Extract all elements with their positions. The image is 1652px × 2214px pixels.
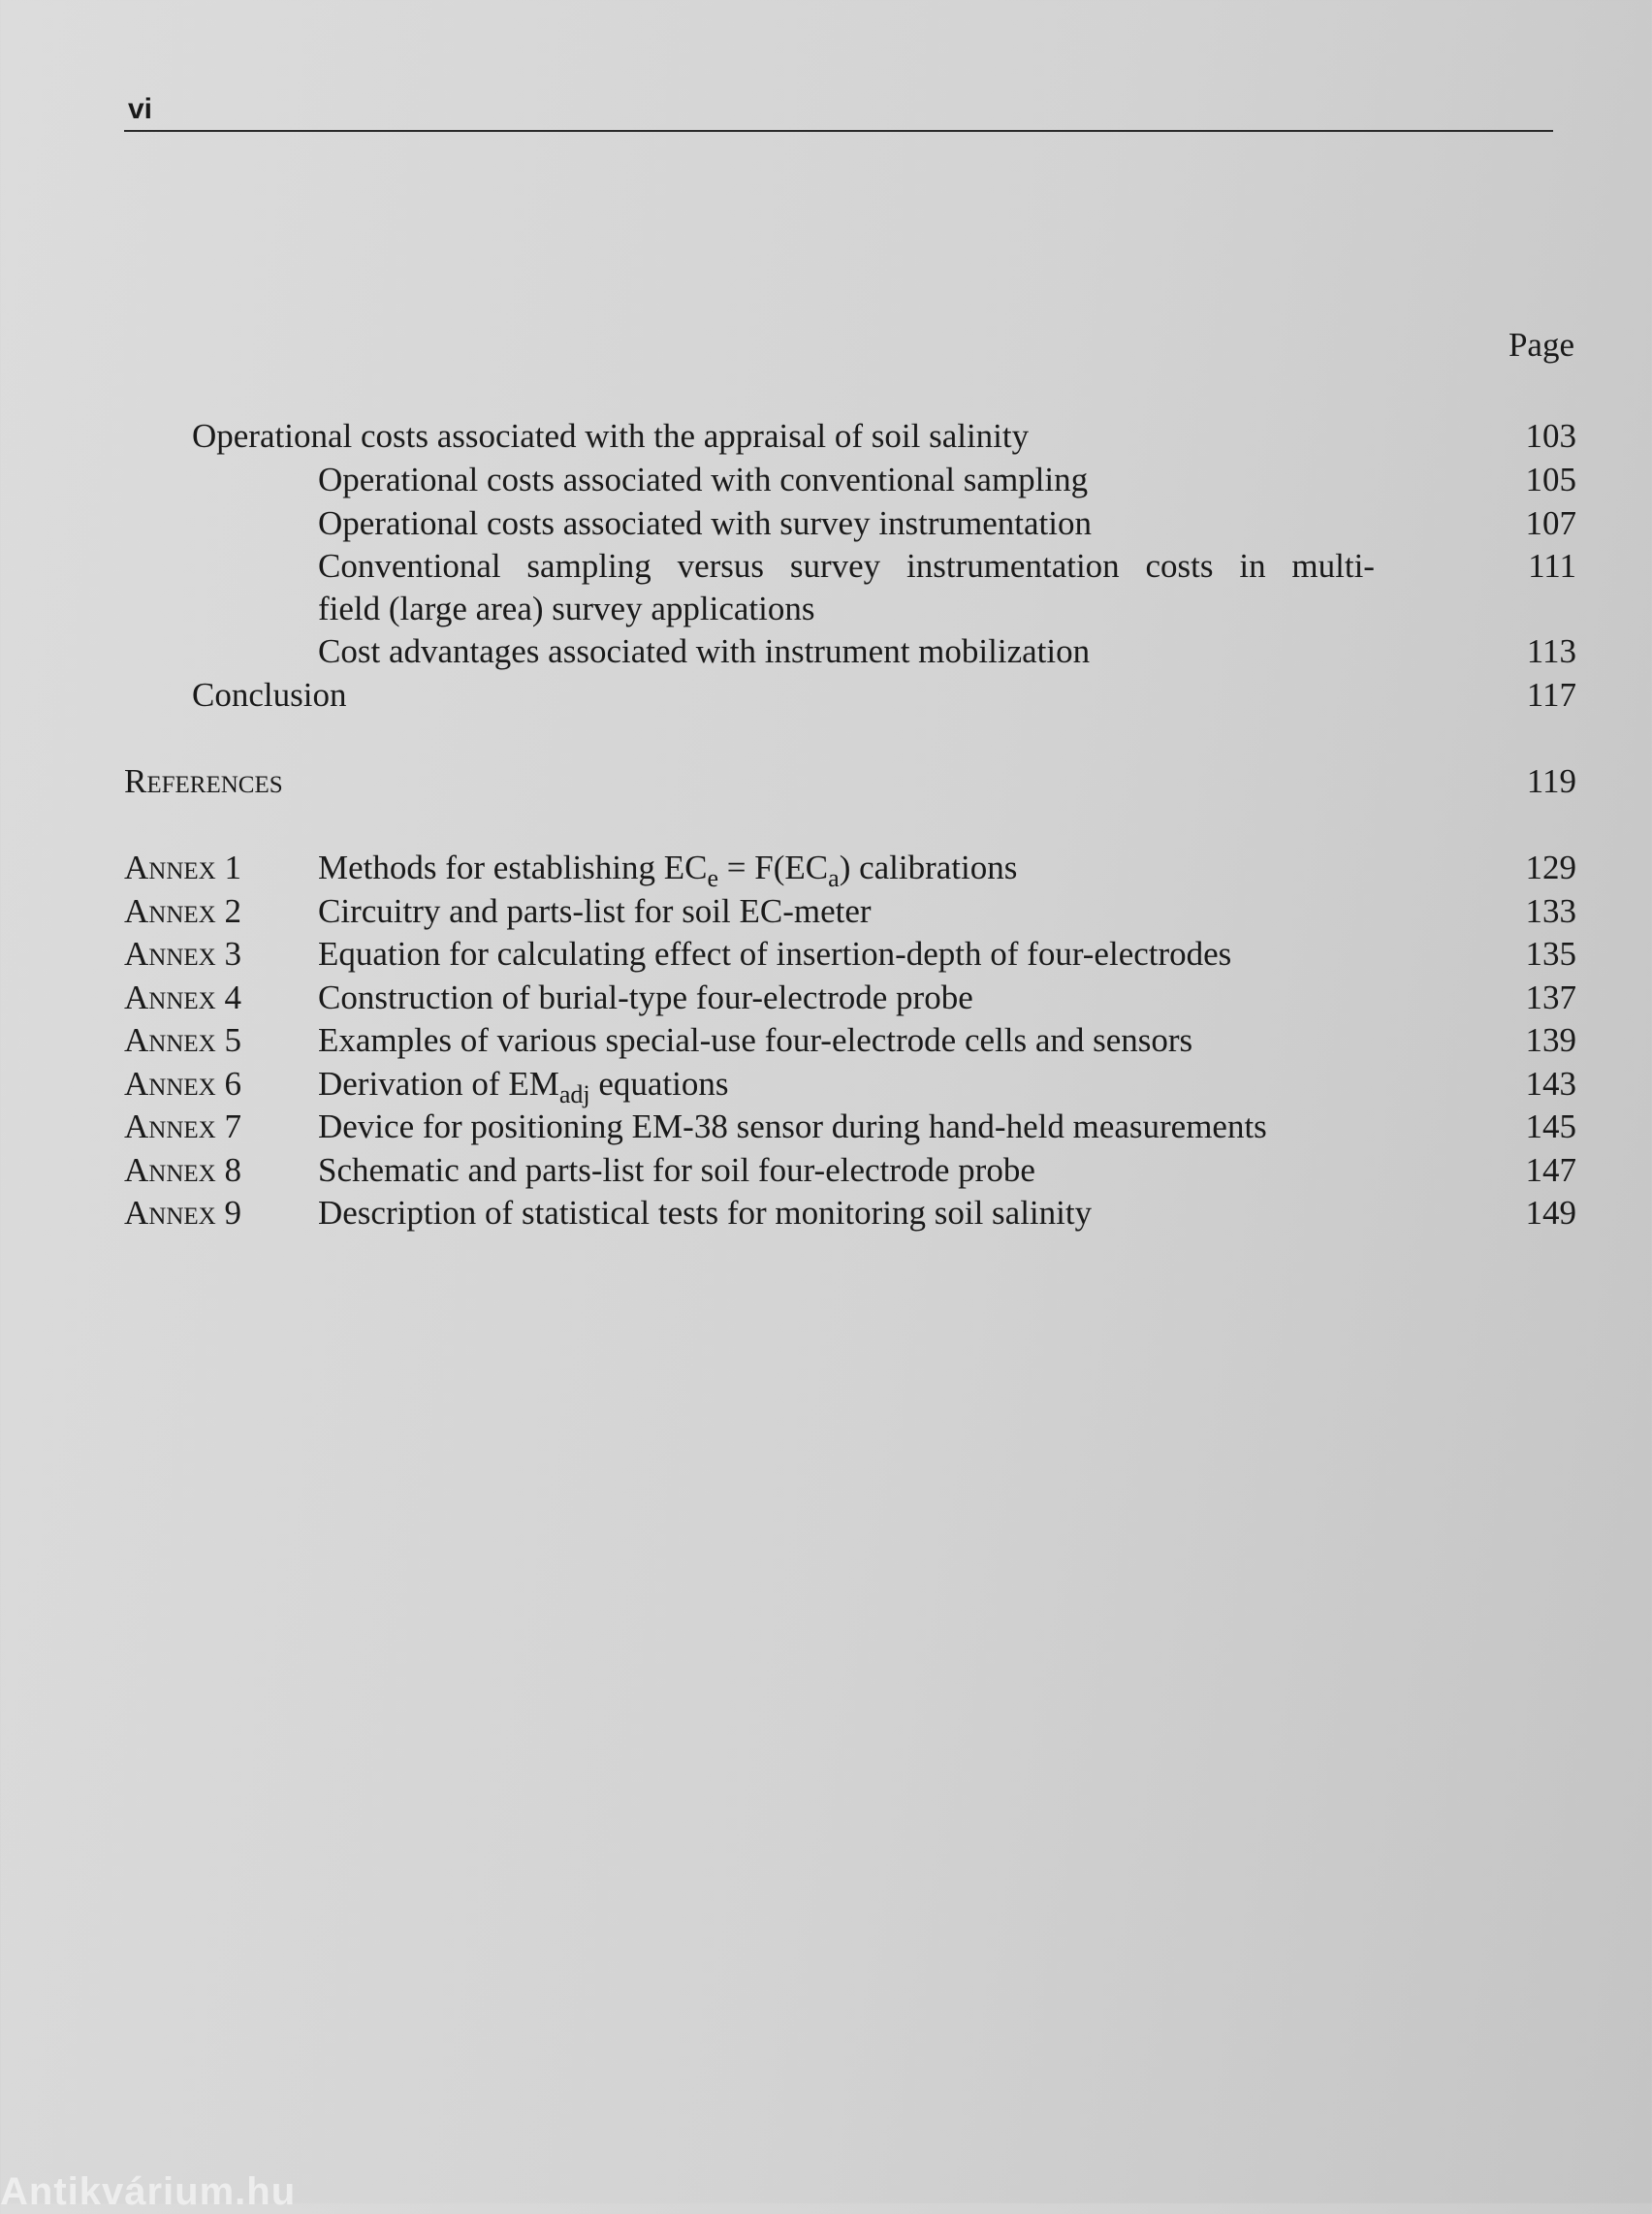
toc-entry-page: 113 [1526,632,1576,670]
annex-row [0,847,1652,891]
annex-id: Annex 5 [124,1021,241,1059]
annex-row [0,890,1652,935]
toc-entry-page: 117 [1526,676,1576,714]
toc-references [0,760,1652,805]
toc-entry [0,630,1652,675]
toc-entry [0,415,1652,460]
references-page: 119 [1526,762,1576,800]
annex-page: 139 [1525,1021,1576,1059]
toc-entry [0,674,1652,719]
annex-id: Annex 4 [124,979,241,1016]
annex-row [0,977,1652,1021]
annex-title: Equation for calculating effect of insertion-depth of four-electrodes [318,935,1232,973]
annex-page: 147 [1525,1151,1576,1189]
annex-page: 129 [1525,849,1576,886]
annex-row [0,1192,1652,1236]
annex-id: Annex 3 [124,935,241,973]
annex-title: Device for positioning EM-38 sensor during hand-held measurements [318,1107,1267,1145]
toc-entry-page: 103 [1525,417,1576,455]
annex-page: 137 [1525,979,1576,1016]
toc-entry-page: 107 [1525,504,1576,542]
annex-title: Circuitry and parts-list for soil EC-meter [318,892,872,930]
header-rule [124,130,1553,132]
toc-entry-label: Operational costs associated with the appraisal of soil salinity [192,417,1030,455]
toc-entry [0,545,1652,634]
toc-entry-page: 111 [1528,547,1576,585]
toc-entry-label: Conclusion [192,676,347,714]
toc-entry-label: Operational costs associated with survey instrumentation [318,504,1093,542]
annex-row [0,1106,1652,1150]
annex-id: Annex 1 [124,849,241,886]
annex-page: 143 [1525,1065,1576,1103]
annex-row [0,1149,1652,1194]
annex-title: Schematic and parts-list for soil four-electrode probe [318,1151,1035,1189]
toc-entry [0,459,1652,503]
toc-entry-label: Conventional sampling versus survey instrumentation costs in multi- field (large area) survey applications [318,547,1375,627]
annex-title: Description of statistical tests for monitoring soil salinity [318,1194,1093,1232]
annex-title: Derivation of $EM_{adj}$ equations [318,1065,729,1108]
annex-page: 133 [1525,892,1576,930]
annex-id: Annex 7 [124,1107,241,1145]
watermark: Antikvárium.hu [0,2170,297,2213]
toc-entry-label: Cost advantages associated with instrument mobilization [318,632,1091,670]
toc-entry [0,502,1652,547]
annex-title: Methods for establishing $EC_e = F(EC_a)$ calibrations [318,849,1018,892]
annex-title: Examples of various special-use four-electrode cells and sensors [318,1021,1193,1059]
annex-row [0,1019,1652,1064]
annex-row [0,933,1652,978]
annex-id: Annex 8 [124,1151,241,1189]
annex-id: Annex 9 [124,1194,241,1232]
annex-page: 135 [1525,935,1576,973]
annex-row [0,1063,1652,1107]
toc-entry-label: Operational costs associated with conventional sampling [318,461,1089,498]
page-number: vi [128,93,153,125]
annex-page: 149 [1525,1194,1576,1232]
annex-title: Construction of burial-type four-electrode probe [318,979,973,1016]
references-label: References [124,762,283,800]
annex-page: 145 [1525,1107,1576,1145]
page-column-heading: Page [1508,326,1574,364]
annex-id: Annex 6 [124,1065,241,1103]
toc-entry-page: 105 [1525,461,1576,498]
annex-id: Annex 2 [124,892,241,930]
